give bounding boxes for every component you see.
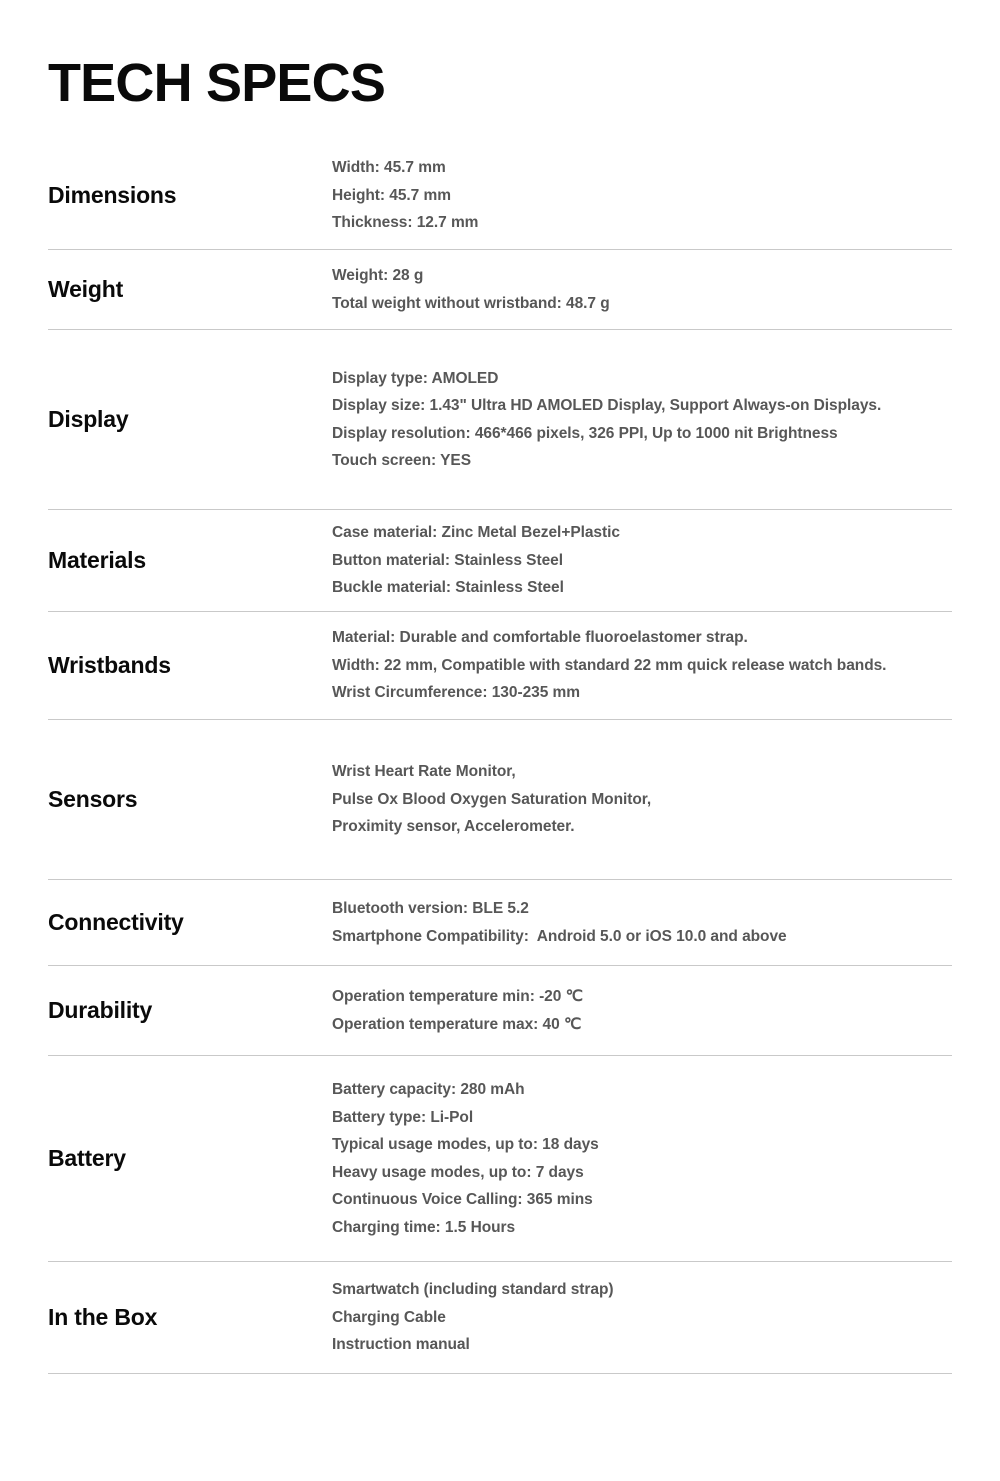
spec-line: Thickness: 12.7 mm [332, 214, 479, 232]
spec-line: Typical usage modes, up to: 18 days [332, 1136, 599, 1153]
spec-row-durability [48, 966, 952, 1056]
spec-line: Display resolution: 466*466 pixels, 326 PPI, Up to 1000 nit Brightness [332, 424, 838, 442]
spec-values-connectivity [332, 895, 952, 950]
spec-line: Operation temperature min: -20 ℃ [332, 988, 583, 1005]
spec-line: Display size: 1.43" Ultra HD AMOLED Display, Support Always-on Displays. [332, 397, 882, 414]
spec-values-sensors [332, 758, 952, 841]
spec-line: Proximity sensor, Accelerometer. [332, 818, 575, 836]
spec-values-dimensions [332, 154, 952, 237]
spec-line: Smartwatch (including standard strap) [332, 1281, 614, 1299]
spec-line: Wrist Circumference: 130-235 mm [332, 684, 580, 702]
spec-label-sensors: Sensors [48, 785, 138, 812]
spec-values-display [332, 365, 952, 475]
spec-label-weight: Weight [48, 275, 124, 302]
spec-line: Charging time: 1.5 Hours [332, 1218, 516, 1236]
spec-row-battery [48, 1056, 952, 1262]
spec-label-durability: Durability [48, 996, 153, 1023]
spec-line: Total weight without wristband: 48.7 g [332, 294, 610, 312]
spec-values-weight [332, 262, 952, 317]
spec-line: Bluetooth version: BLE 5.2 [332, 900, 529, 917]
spec-label-dimensions: Dimensions [48, 181, 177, 208]
spec-line: Continuous Voice Calling: 365 mins [332, 1191, 593, 1208]
spec-line: Battery type: Li-Pol [332, 1108, 474, 1126]
spec-row-wristbands [48, 612, 952, 720]
spec-row-sensors [48, 720, 952, 880]
spec-row-dimensions [48, 142, 952, 250]
spec-label-in-the-box: In the Box [48, 1303, 158, 1330]
spec-line: Heavy usage modes, up to: 7 days [332, 1163, 584, 1181]
spec-line: Weight: 28 g [332, 267, 424, 284]
spec-row-materials [48, 510, 952, 612]
spec-row-weight [48, 250, 952, 330]
spec-values-wristbands [332, 624, 952, 707]
spec-line: Button material: Stainless Steel [332, 551, 563, 569]
spec-line: Width: 45.7 mm [332, 159, 446, 177]
spec-line: Material: Durable and comfortable fluoroelastomer strap. [332, 629, 748, 647]
spec-row-in-the-box [48, 1262, 952, 1374]
spec-line: Width: 22 mm, Compatible with standard 22 mm quick release watch bands. [332, 656, 887, 674]
spec-line: Touch screen: YES [332, 452, 471, 469]
spec-label-wristbands: Wristbands [48, 651, 171, 678]
spec-label-connectivity: Connectivity [48, 908, 184, 935]
spec-values-durability [332, 983, 952, 1038]
spec-line: Display type: AMOLED [332, 369, 499, 387]
spec-line: Height: 45.7 mm [332, 186, 451, 204]
spec-line: Battery capacity: 280 mAh [332, 1081, 525, 1098]
spec-line: Operation temperature max: 40 ℃ [332, 1015, 582, 1033]
spec-table [48, 142, 952, 1374]
spec-label-display: Display [48, 405, 129, 432]
spec-line: Buckle material: Stainless Steel [332, 579, 564, 597]
spec-line: Wrist Heart Rate Monitor, [332, 763, 516, 781]
spec-values-materials [332, 519, 952, 602]
spec-label-battery: Battery [48, 1144, 126, 1171]
spec-line: Smartphone Compatibility: Android 5.0 or iOS 10.0 and above [332, 927, 787, 945]
spec-row-connectivity [48, 880, 952, 966]
spec-line: Case material: Zinc Metal Bezel+Plastic [332, 524, 620, 542]
spec-values-in-the-box [332, 1276, 952, 1359]
spec-values-battery [332, 1076, 952, 1241]
spec-line: Instruction manual [332, 1336, 470, 1354]
spec-label-materials: Materials [48, 546, 146, 573]
page-title: TECH SPECS [48, 53, 386, 113]
spec-row-display [48, 330, 952, 510]
spec-line: Pulse Ox Blood Oxygen Saturation Monitor, [332, 790, 652, 808]
spec-line: Charging Cable [332, 1308, 446, 1326]
